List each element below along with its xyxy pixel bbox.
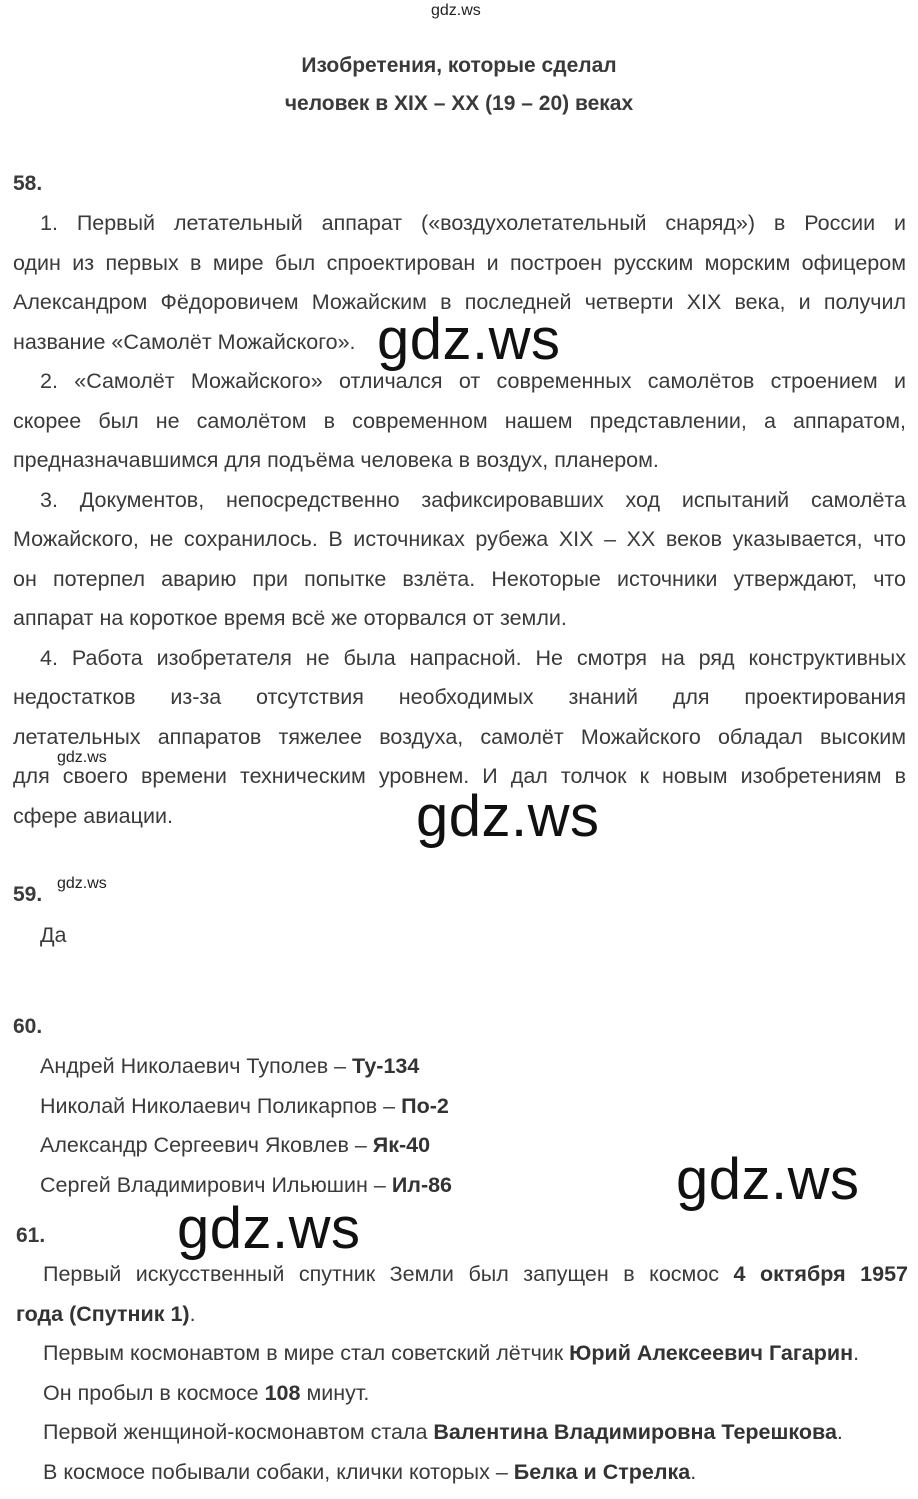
page-title-line-1: Изобретения, которые сделал	[301, 54, 617, 77]
q61-line-3: Первым космонавтом в мире стал советский лётчик Юрий Алексеевич Гагарин.	[43, 1341, 860, 1365]
watermark-big-1: gdz.ws	[377, 307, 561, 372]
page-title-line-2: человек в XIX – XX (19 – 20) веках	[284, 92, 634, 115]
q60-item: Сергей Владимирович Ильюшин – Ил-86	[40, 1173, 453, 1197]
q59-answer: Да	[40, 923, 67, 947]
question-58-number: 58.	[13, 172, 43, 195]
q58-line: Можайского, не сохранилось. В источниках рубежа XIX – XX веков указывается, что	[13, 527, 906, 551]
q58-line: 1. Первый летательный аппарат («воздухолетательный снаряд») в России и	[40, 211, 906, 235]
watermark-small-1: gdz.ws	[57, 749, 107, 766]
watermark-big-4: gdz.ws	[177, 1196, 361, 1261]
q58-line: он потерпел аварию при попытке взлёта. Некоторые источники утверждают, что	[13, 567, 906, 591]
q58-line: предназначавшимся для подъёма человека в воздух, планером.	[13, 448, 659, 472]
q60-item: Николай Николаевич Поликарпов – По-2	[40, 1094, 449, 1118]
q58-line: недостатков из-за отсутствия необходимых знаний для проектирования	[13, 685, 906, 709]
question-59-number: 59.	[13, 883, 43, 906]
q58-line: Александром Фёдоровичем Можайским в последней четверти XIX века, и получил	[13, 290, 906, 314]
q58-line: скорее был не самолётом в современном нашем представлении, а аппаратом,	[13, 409, 906, 433]
question-61-number: 61.	[16, 1224, 46, 1247]
watermark-big-3: gdz.ws	[676, 1147, 860, 1212]
q61-line-6: В космосе побывали собаки, клички которых – Белка и Стрелка.	[43, 1460, 697, 1484]
q61-line-5: Первой женщиной-космонавтом стала Валентина Владимировна Терешкова.	[43, 1420, 843, 1444]
q60-item: Андрей Николаевич Туполев – Ту-134	[40, 1054, 420, 1078]
q58-line: сфере авиации.	[13, 804, 173, 828]
q58-line: название «Самолёт Можайского».	[13, 330, 356, 354]
watermark-small-2: gdz.ws	[57, 875, 107, 892]
q58-line: летательных аппаратов тяжелее воздуха, самолёт Можайского обладал высоким	[13, 725, 906, 749]
watermark-big-2: gdz.ws	[416, 784, 600, 849]
q58-line: 2. «Самолёт Можайского» отличался от современных самолётов строением и	[40, 369, 906, 393]
q61-line-4: Он пробыл в космосе 108 минут.	[43, 1381, 370, 1405]
q60-item: Александр Сергеевич Яковлев – Як-40	[40, 1133, 431, 1157]
q58-line: 4. Работа изобретателя не была напрасной. Не смотря на ряд конструктивных	[40, 646, 906, 670]
q61-line-1: Первый искусственный спутник Земли был запущен в космос 4 октября 1957	[43, 1262, 908, 1286]
watermark-top: gdz.ws	[431, 2, 481, 19]
q58-line: 3. Документов, непосредственно зафиксировавших ход испытаний самолёта	[40, 488, 906, 512]
q58-line: аппарат на короткое время всё же оторвался от земли.	[13, 606, 567, 630]
q61-line-2: года (Спутник 1).	[16, 1302, 196, 1326]
q58-line: для своего времени техническим уровнем. И дал толчок к новым изобретениям в	[13, 764, 906, 788]
question-60-number: 60.	[13, 1015, 43, 1038]
q58-line: один из первых в мире был спроектирован и построен русским морским офицером	[13, 251, 906, 275]
